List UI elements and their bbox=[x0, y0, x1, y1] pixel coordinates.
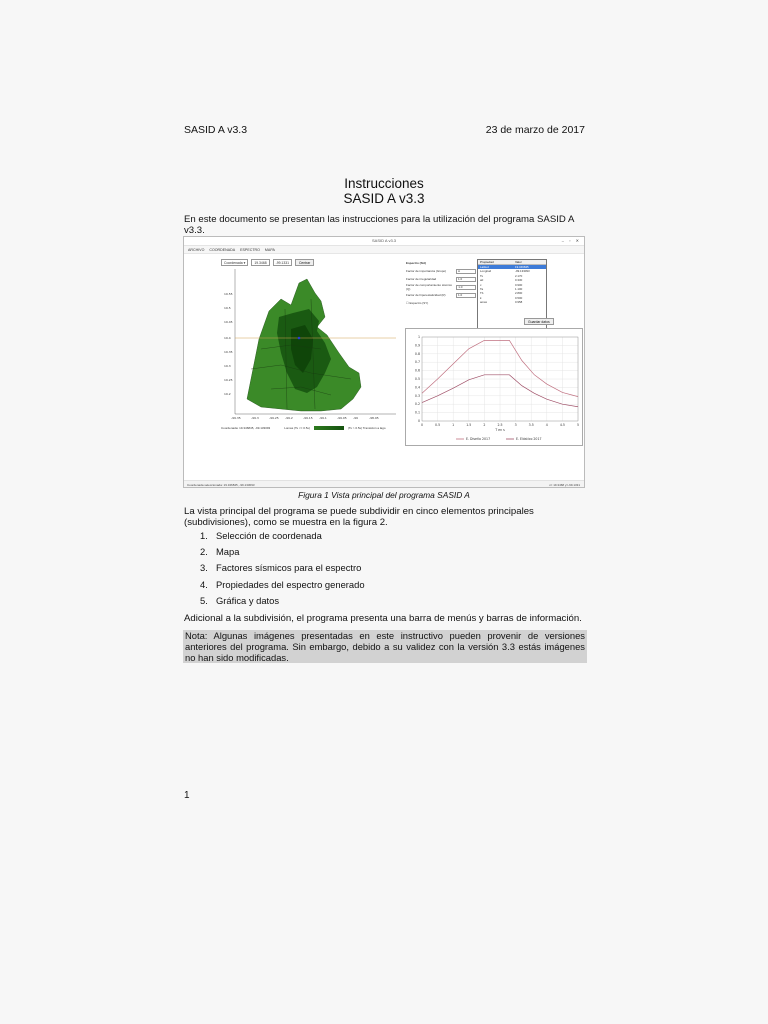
factor-select: 1.0 bbox=[456, 277, 476, 282]
y-tick-label: 0.7 bbox=[414, 360, 420, 365]
svg-text:-98.95: -98.95 bbox=[369, 416, 379, 420]
save-data-button: Guardar datos bbox=[524, 318, 554, 325]
x-tick-label: 4 bbox=[545, 423, 548, 427]
spectrum-chart bbox=[405, 328, 583, 446]
app-screenshot bbox=[183, 236, 585, 488]
map-svg bbox=[221, 269, 401, 421]
svg-text:-99.2: -99.2 bbox=[285, 416, 293, 420]
header-left: SASID A v3.3 bbox=[184, 124, 248, 136]
y-tick-label: 0.8 bbox=[414, 351, 420, 356]
props-row: Latitud 19.346845 bbox=[478, 265, 546, 269]
menu-coordenada: COORDENADA bbox=[209, 248, 236, 252]
props-row: c 0.900 bbox=[480, 282, 523, 287]
svg-text:19.55: 19.55 bbox=[224, 292, 233, 296]
seismic-factors-panel bbox=[406, 259, 476, 307]
map-legend-bar bbox=[314, 426, 344, 430]
svg-text:19.5: 19.5 bbox=[224, 306, 231, 310]
legend-label: E. Diseño 2017 bbox=[466, 437, 491, 442]
factors-title: Espectro (SH) bbox=[406, 261, 426, 265]
note-box: Nota: Algunas imágenes presentadas en este instructivo pueden provenir de versiones anteriores del programa. Sin embargo, debido a su validez con la versión 3.3 estás imágenes no han sido modificadas. bbox=[185, 630, 585, 663]
zone-map bbox=[221, 269, 401, 421]
factor-select: A bbox=[456, 269, 476, 274]
svg-text:19.2: 19.2 bbox=[224, 392, 231, 396]
list-item: 4. Propiedades del espectro generado bbox=[200, 578, 365, 590]
y-tick-label: 0.9 bbox=[414, 343, 420, 348]
svg-text:-99.1: -99.1 bbox=[319, 416, 327, 420]
window-controls: – ▫ ✕ bbox=[561, 238, 581, 243]
svg-text:19.4: 19.4 bbox=[224, 336, 231, 340]
coordinate-row bbox=[221, 259, 314, 266]
x-tick-label: 2.5 bbox=[497, 423, 503, 427]
y-tick-label: 0.1 bbox=[414, 410, 420, 415]
x-axis-label: T en s bbox=[495, 428, 505, 432]
svg-text:19.45: 19.45 bbox=[224, 320, 233, 324]
props-row: Ts 2.170 bbox=[480, 273, 523, 278]
y-tick-label: 0 bbox=[417, 419, 420, 423]
factor-row: Factor de comportamiento sísmico (Q) 1.0 bbox=[406, 283, 476, 291]
factor-checkbox-row: ☐ Espectro (SY) bbox=[406, 301, 429, 305]
factor-row: Factor de importancia (Grupo) A bbox=[406, 267, 476, 275]
subdivision-list bbox=[200, 530, 365, 611]
props-row: a0 0.330 bbox=[480, 278, 523, 283]
x-tick-label: 4.5 bbox=[559, 423, 565, 427]
y-tick-label: 0.3 bbox=[414, 393, 420, 398]
window-title: SASID A v3.3 bbox=[371, 238, 396, 243]
app-status-bar bbox=[184, 480, 584, 487]
x-tick-label: 1.5 bbox=[466, 423, 472, 427]
map-lon-ticks bbox=[231, 416, 379, 420]
map-coordinate-readout: Coordenada: 19.346845, -99.133093 bbox=[221, 426, 271, 430]
list-item: 1. Selección de coordenada bbox=[200, 530, 322, 541]
menu-espectro: ESPECTRO bbox=[240, 248, 260, 252]
title-line1: Instrucciones bbox=[344, 176, 424, 191]
y-tick-label: 1 bbox=[417, 335, 420, 339]
props-row: Tb 2.800 bbox=[480, 291, 523, 296]
legend-right: (Ts > 0.5s) Transición a lago bbox=[347, 426, 386, 430]
svg-text:19.35: 19.35 bbox=[224, 350, 233, 354]
y-tick-label: 0.5 bbox=[414, 377, 420, 381]
props-header: Propiedad Valor bbox=[478, 260, 546, 265]
svg-text:19.25: 19.25 bbox=[224, 378, 233, 382]
map-status-bar bbox=[221, 425, 401, 431]
paragraph-menus: Adicional a la subdivisión, el programa presenta una barra de menús y barras de información. bbox=[184, 613, 582, 624]
list-item: 5. Gráfica y datos bbox=[200, 594, 280, 606]
spectrum-svg bbox=[406, 329, 584, 447]
svg-text:19.3: 19.3 bbox=[224, 364, 231, 368]
svg-text:-99.05: -99.05 bbox=[337, 416, 347, 420]
props-body bbox=[478, 265, 546, 305]
svg-text:-99.15: -99.15 bbox=[303, 416, 313, 420]
menu-bar bbox=[184, 246, 584, 254]
status-left: Coordenada seleccionada: 19.346845, -99.133093 bbox=[187, 483, 255, 487]
coord-type-select: Coordenada ▾ bbox=[221, 259, 248, 266]
intro-paragraph: En este documento se presentan las instrucciones para la utilización del programa SASID A v3.3. bbox=[184, 214, 574, 237]
window-titlebar bbox=[184, 237, 584, 246]
factor-select: 1.0 bbox=[456, 285, 476, 290]
list-item: 3. Factores sísmicos para el espectro bbox=[200, 562, 362, 574]
coord-lat-field: 19.3468 bbox=[251, 259, 269, 266]
header-date: 23 de marzo de 2017 bbox=[485, 124, 585, 136]
legend-left: Lomas (Ts <= 0.5s) bbox=[284, 426, 310, 430]
factor-row: Factor de irregularidad 1.0 bbox=[406, 275, 476, 283]
x-tick-label: 3.5 bbox=[528, 423, 534, 427]
x-tick-label: 5 bbox=[576, 423, 580, 427]
x-tick-label: 2 bbox=[483, 423, 486, 427]
page-number: 1 bbox=[184, 790, 190, 801]
figure-caption: Figura 1 Vista principal del programa SASID A bbox=[298, 490, 470, 500]
svg-text:-99: -99 bbox=[353, 416, 358, 420]
x-tick-label: 0.5 bbox=[435, 423, 441, 427]
status-right: x= 19.3468 y=-99.1331 bbox=[549, 483, 580, 487]
menu-mapa: MAPA bbox=[264, 248, 275, 252]
map-marker-icon bbox=[298, 337, 301, 340]
y-tick-label: 0.6 bbox=[414, 368, 420, 373]
factor-select: 1.0 bbox=[456, 293, 476, 298]
factor-row: Factor de hiperestaticidad (R) 1.0 bbox=[406, 291, 476, 299]
svg-text:-99.25: -99.25 bbox=[269, 416, 279, 420]
menu-archivo: ARCHIVO bbox=[188, 248, 205, 252]
y-tick-label: 0.4 bbox=[414, 385, 420, 390]
props-row: Longitud -99.133093 bbox=[480, 269, 530, 274]
props-row: amax 0.958 bbox=[480, 300, 523, 305]
x-tick-label: 1 bbox=[452, 423, 455, 427]
props-row: k 0.500 bbox=[480, 295, 523, 300]
list-item: 2. Mapa bbox=[200, 546, 240, 558]
paragraph-subdivisions: La vista principal del programa se puede subdividir en cinco elementos principales (subdivisiones), como se muestra en la figura 2. bbox=[184, 506, 534, 529]
props-row: Ta 1.100 bbox=[480, 286, 523, 291]
coord-lon-field: -99.1331 bbox=[273, 259, 292, 266]
svg-text:-99.35: -99.35 bbox=[231, 416, 241, 420]
y-tick-label: 0.2 bbox=[414, 402, 420, 407]
x-tick-label: 3 bbox=[514, 423, 517, 427]
legend-label: E. Elástico 2017 bbox=[516, 437, 542, 442]
title-line2: SASID A v3.3 bbox=[343, 191, 425, 206]
x-tick-label: 0 bbox=[420, 423, 424, 427]
center-button: Centrar bbox=[295, 259, 314, 266]
svg-text:-99.3: -99.3 bbox=[251, 416, 259, 420]
